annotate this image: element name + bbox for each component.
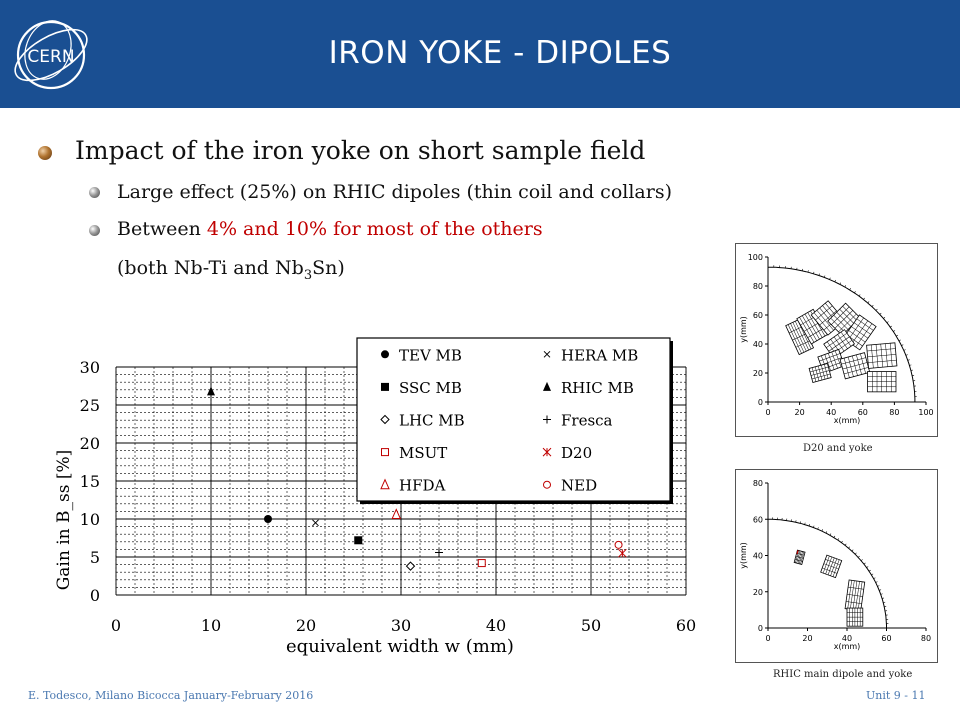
yoke-tick (880, 313, 882, 314)
data-point (615, 541, 622, 548)
svg-text:CERN: CERN (27, 47, 75, 67)
rhic-yoke-inset (735, 469, 938, 663)
x-axis-label: x(mm) (833, 416, 861, 425)
yoke-tick (861, 559, 863, 560)
y-tick-label: 80 (752, 282, 763, 291)
x-tick-label: 0 (765, 634, 771, 643)
yoke-tick (883, 317, 885, 318)
y-tick-label: 40 (752, 551, 763, 561)
x-tick-label: 10 (200, 616, 222, 635)
y-tick-label: 10 (79, 510, 100, 529)
data-point (313, 520, 319, 526)
yoke-tick (854, 291, 855, 293)
data-point (207, 386, 215, 395)
legend-label: HERA MB (561, 346, 639, 365)
yoke-tick (899, 340, 901, 341)
yoke-tick (852, 550, 853, 551)
y-tick-label: 40 (752, 340, 763, 349)
sub-bullet-3-b: Sn) (312, 257, 345, 279)
x-tick-label: 40 (485, 616, 507, 635)
sub-bullet-2 (117, 218, 543, 240)
yoke-tick (826, 531, 827, 533)
y-tick-label: 20 (79, 434, 100, 453)
x-tick-label: 20 (295, 616, 317, 635)
sub-bullet-2-prefix: Between (117, 218, 207, 240)
y-tick-label: 60 (752, 515, 763, 525)
legend-marker (382, 449, 389, 456)
data-point (407, 562, 415, 570)
yoke-tick (871, 574, 873, 575)
x-axis-label: equivalent width w (mm) (286, 636, 514, 657)
y-tick-label: 25 (79, 396, 100, 415)
x-tick-label: 40 (841, 634, 853, 643)
x-tick-label: 20 (794, 408, 805, 417)
yoke-tick (876, 582, 878, 583)
x-tick-label: 0 (765, 408, 771, 417)
legend-label: NED (561, 476, 598, 495)
yoke-tick (901, 345, 903, 346)
coil-block (847, 608, 863, 626)
yoke-tick (845, 544, 846, 546)
yoke-tick (830, 278, 831, 280)
yoke-tick (872, 305, 873, 306)
yoke-tick (859, 295, 860, 297)
coil-block (867, 343, 897, 369)
d20-yoke-plot (736, 244, 937, 436)
main-bullet-text: Impact of the iron yoke on short sample field (75, 136, 646, 165)
x-tick-label: 40 (826, 408, 837, 417)
d20-caption: D20 and yoke (803, 443, 873, 454)
yoke-tick (848, 547, 849, 548)
coil-block (809, 364, 831, 383)
yoke-tick (904, 350, 906, 351)
y-tick-label: 20 (752, 587, 763, 597)
x-tick-label: 20 (802, 634, 813, 643)
footer-page-number: Unit 9 - 11 (866, 689, 926, 702)
legend-label: D20 (561, 444, 593, 463)
data-point (478, 560, 485, 567)
legend-label: SSC MB (399, 378, 462, 397)
yoke-tick (864, 563, 866, 564)
yoke-tick (896, 335, 898, 336)
y-tick-label: 0 (89, 586, 100, 605)
coil-block (868, 372, 896, 392)
legend-marker (544, 481, 551, 488)
yoke-tick (879, 590, 881, 591)
legend-label: TEV MB (399, 346, 462, 365)
page-title: IRON YOKE - DIPOLES (328, 35, 672, 71)
x-tick-label: 100 (918, 408, 934, 417)
x-tick-label: 0 (110, 616, 122, 635)
x-axis-label: x(mm) (833, 642, 861, 651)
yoke-tick (850, 288, 851, 290)
legend-label: HFDA (399, 476, 446, 495)
y-axis-label: y(mm) (739, 316, 748, 343)
rhic-caption: RHIC main dipole and yoke (773, 669, 913, 680)
d20-yoke-inset (735, 243, 938, 437)
yoke-tick (818, 527, 819, 529)
slide-header (0, 0, 960, 108)
coil-block (845, 580, 865, 611)
y-tick-label: 60 (752, 311, 763, 320)
yoke-tick (830, 534, 831, 536)
yoke-tick (835, 280, 836, 282)
x-tick-label: 30 (390, 616, 412, 635)
chart-legend (357, 338, 673, 504)
legend-label: LHC MB (399, 411, 465, 430)
yoke-tick (890, 326, 892, 327)
yoke-tick (887, 322, 889, 323)
x-tick-label: 60 (675, 616, 697, 635)
sub-bullet-1: Large effect (25%) on RHIC dipoles (thin coil and collars) (117, 181, 672, 203)
coil-block (821, 555, 842, 577)
yoke-tick (834, 536, 835, 538)
x-tick-label: 80 (920, 634, 932, 643)
yoke-tick (822, 529, 823, 531)
y-tick-label: 0 (757, 398, 763, 407)
y-axis-label: Gain in B_ss [%] (54, 449, 74, 591)
coil-block (840, 353, 870, 379)
gain-vs-width-chart (40, 330, 705, 660)
yoke-tick (840, 283, 841, 285)
x-tick-label: 80 (889, 408, 900, 417)
yoke-tick (863, 298, 864, 300)
bullet-icon (89, 225, 100, 236)
y-tick-label: 80 (752, 479, 763, 488)
yoke-tick (877, 586, 879, 587)
sub-bullet-3-subscript: 3 (303, 267, 313, 283)
y-tick-label: 30 (79, 358, 100, 377)
sub-bullet-3 (117, 257, 345, 283)
y-tick-label: 0 (757, 624, 763, 633)
y-tick-label: 20 (752, 369, 763, 378)
sub-bullet-2-highlight: 4% and 10% for most of the others (206, 218, 543, 240)
bullet-icon (89, 187, 100, 198)
data-point (264, 515, 272, 523)
yoke-tick (841, 541, 842, 543)
y-tick-label: 15 (79, 472, 100, 491)
yoke-tick (855, 553, 856, 554)
x-tick-label: 60 (857, 408, 868, 417)
legend-label: Fresca (561, 411, 613, 430)
legend-marker (381, 350, 389, 358)
x-tick-label: 50 (580, 616, 602, 635)
legend-label: RHIC MB (561, 378, 634, 397)
yoke-tick (869, 570, 871, 571)
rhic-yoke-plot (736, 470, 937, 662)
yoke-tick (867, 566, 869, 567)
legend-label: MSUT (399, 444, 448, 463)
data-point (354, 536, 362, 544)
y-axis-label: y(mm) (739, 542, 748, 569)
data-point (392, 509, 400, 518)
sub-bullet-3-a: (both Nb-Ti and Nb (117, 257, 304, 279)
yoke-tick (858, 556, 860, 557)
coil-block (794, 550, 805, 564)
yoke-tick (876, 309, 877, 310)
bullet-icon (38, 146, 52, 160)
y-tick-label: 100 (747, 253, 763, 262)
footer-author: E. Todesco, Milano Bicocca January-February 2016 (28, 689, 314, 702)
data-point (618, 549, 626, 557)
legend-marker (381, 383, 389, 391)
y-tick-label: 5 (89, 548, 100, 567)
yoke-tick (874, 578, 876, 579)
yoke-tick (868, 302, 869, 303)
x-tick-label: 60 (881, 634, 892, 643)
